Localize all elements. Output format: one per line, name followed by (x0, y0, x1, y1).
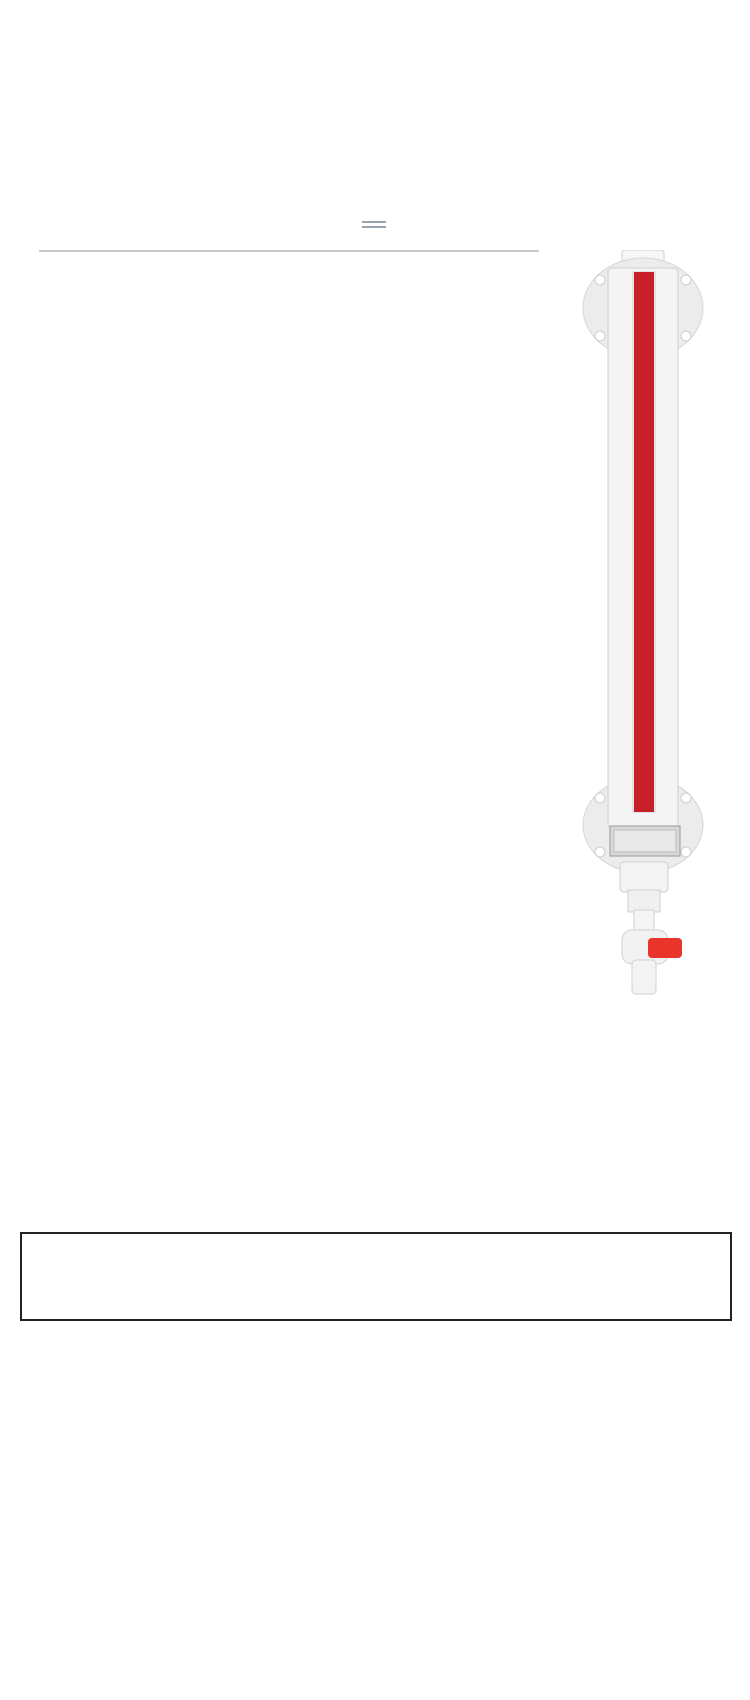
drain-valve-handle (648, 938, 682, 958)
magnetic-level-gauge-illustration (578, 250, 708, 1050)
gauge-red-column (634, 272, 654, 812)
flange-bolt (595, 331, 605, 341)
gauge-bottom-fitting (620, 862, 668, 892)
table-header-row (22, 1234, 730, 1321)
spec-table (39, 250, 539, 252)
flange-bolt (681, 331, 691, 341)
flange-bolt (681, 275, 691, 285)
density-distance-table (20, 1232, 732, 1321)
flange-bolt (681, 847, 691, 857)
flange-bolt (595, 275, 605, 285)
decorative-lines (362, 221, 386, 229)
flange-bolt (681, 793, 691, 803)
flange-bolt (595, 847, 605, 857)
flange-bolt (595, 793, 605, 803)
